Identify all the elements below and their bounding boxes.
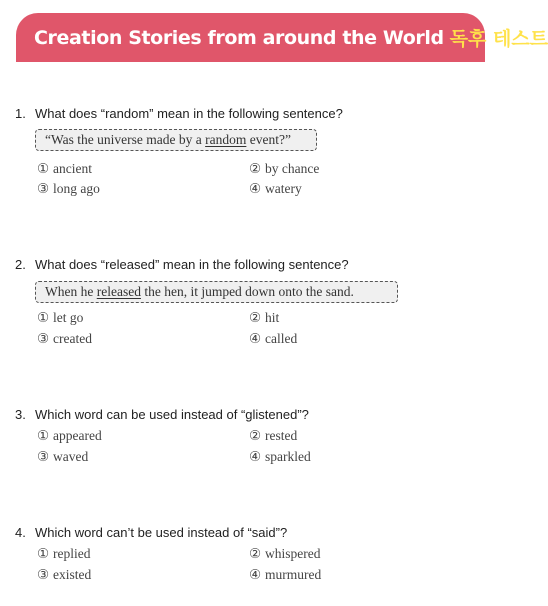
option-3[interactable] bbox=[37, 567, 91, 583]
page-subtitle: 독후 테스트 bbox=[449, 28, 548, 50]
option-2[interactable] bbox=[249, 310, 279, 326]
sentence-after: event?” bbox=[246, 132, 291, 147]
option-marker: ② bbox=[249, 428, 262, 443]
option-text: murmured bbox=[265, 567, 322, 582]
option-1[interactable] bbox=[37, 428, 102, 444]
question-number: 1. bbox=[15, 106, 26, 121]
option-marker: ② bbox=[249, 546, 262, 561]
option-text: replied bbox=[53, 546, 91, 561]
option-text: ancient bbox=[53, 161, 92, 176]
option-text: whispered bbox=[265, 546, 321, 561]
option-marker: ① bbox=[37, 310, 50, 325]
sentence-target-word: released bbox=[96, 284, 141, 299]
option-3[interactable] bbox=[37, 331, 92, 347]
question-text: What does “released” mean in the following sentence? bbox=[35, 257, 349, 272]
option-4[interactable] bbox=[249, 331, 297, 347]
option-marker: ④ bbox=[249, 331, 262, 346]
option-1[interactable] bbox=[37, 161, 92, 177]
option-4[interactable] bbox=[249, 181, 302, 197]
option-marker: ① bbox=[37, 546, 50, 561]
option-text: rested bbox=[265, 428, 298, 443]
option-text: created bbox=[53, 331, 92, 346]
question-prompt bbox=[15, 257, 349, 272]
option-marker: ③ bbox=[37, 449, 50, 464]
option-1[interactable] bbox=[37, 546, 90, 562]
question-prompt bbox=[15, 525, 287, 540]
sentence-open-quote: “ bbox=[45, 132, 51, 147]
option-4[interactable] bbox=[249, 567, 321, 583]
option-2[interactable] bbox=[249, 161, 319, 177]
page-title: Creation Stories from around the World bbox=[34, 26, 444, 49]
option-text: long ago bbox=[53, 181, 100, 196]
question-text: Which word can’t be used instead of “said”? bbox=[35, 525, 288, 540]
option-text: by chance bbox=[265, 161, 320, 176]
example-sentence bbox=[35, 129, 317, 151]
option-3[interactable] bbox=[37, 449, 88, 465]
option-text: watery bbox=[265, 181, 302, 196]
option-3[interactable] bbox=[37, 181, 100, 197]
option-text: appeared bbox=[53, 428, 102, 443]
question-number: 4. bbox=[15, 525, 26, 540]
question-number: 3. bbox=[15, 407, 26, 422]
option-text: existed bbox=[53, 567, 92, 582]
option-text: waved bbox=[53, 449, 89, 464]
option-1[interactable] bbox=[37, 310, 83, 326]
sentence-before: When he bbox=[45, 284, 97, 299]
option-marker: ④ bbox=[249, 449, 262, 464]
option-text: sparkled bbox=[265, 449, 311, 464]
option-text: let go bbox=[53, 310, 84, 325]
option-2[interactable] bbox=[249, 428, 297, 444]
question-text: What does “random” mean in the following sentence? bbox=[35, 106, 343, 121]
question-text: Which word can be used instead of “glistened”? bbox=[35, 407, 309, 422]
option-marker: ③ bbox=[37, 567, 50, 582]
option-marker: ③ bbox=[37, 181, 50, 196]
option-marker: ④ bbox=[249, 181, 262, 196]
sentence-before: Was the universe made by a bbox=[51, 132, 206, 147]
question-prompt bbox=[15, 106, 343, 121]
option-marker: ② bbox=[249, 161, 262, 176]
question-number: 2. bbox=[15, 257, 26, 272]
sentence-target-word: random bbox=[205, 132, 247, 147]
sentence-after: the hen, it jumped down onto the sand. bbox=[140, 284, 354, 299]
option-text: hit bbox=[265, 310, 280, 325]
question-prompt bbox=[15, 407, 309, 422]
option-4[interactable] bbox=[249, 449, 311, 465]
option-marker: ③ bbox=[37, 331, 50, 346]
option-2[interactable] bbox=[249, 546, 320, 562]
option-marker: ① bbox=[37, 161, 50, 176]
example-sentence bbox=[35, 281, 398, 303]
option-marker: ② bbox=[249, 310, 262, 325]
option-marker: ① bbox=[37, 428, 50, 443]
title-banner bbox=[16, 13, 548, 62]
option-marker: ④ bbox=[249, 567, 262, 582]
option-text: called bbox=[265, 331, 298, 346]
